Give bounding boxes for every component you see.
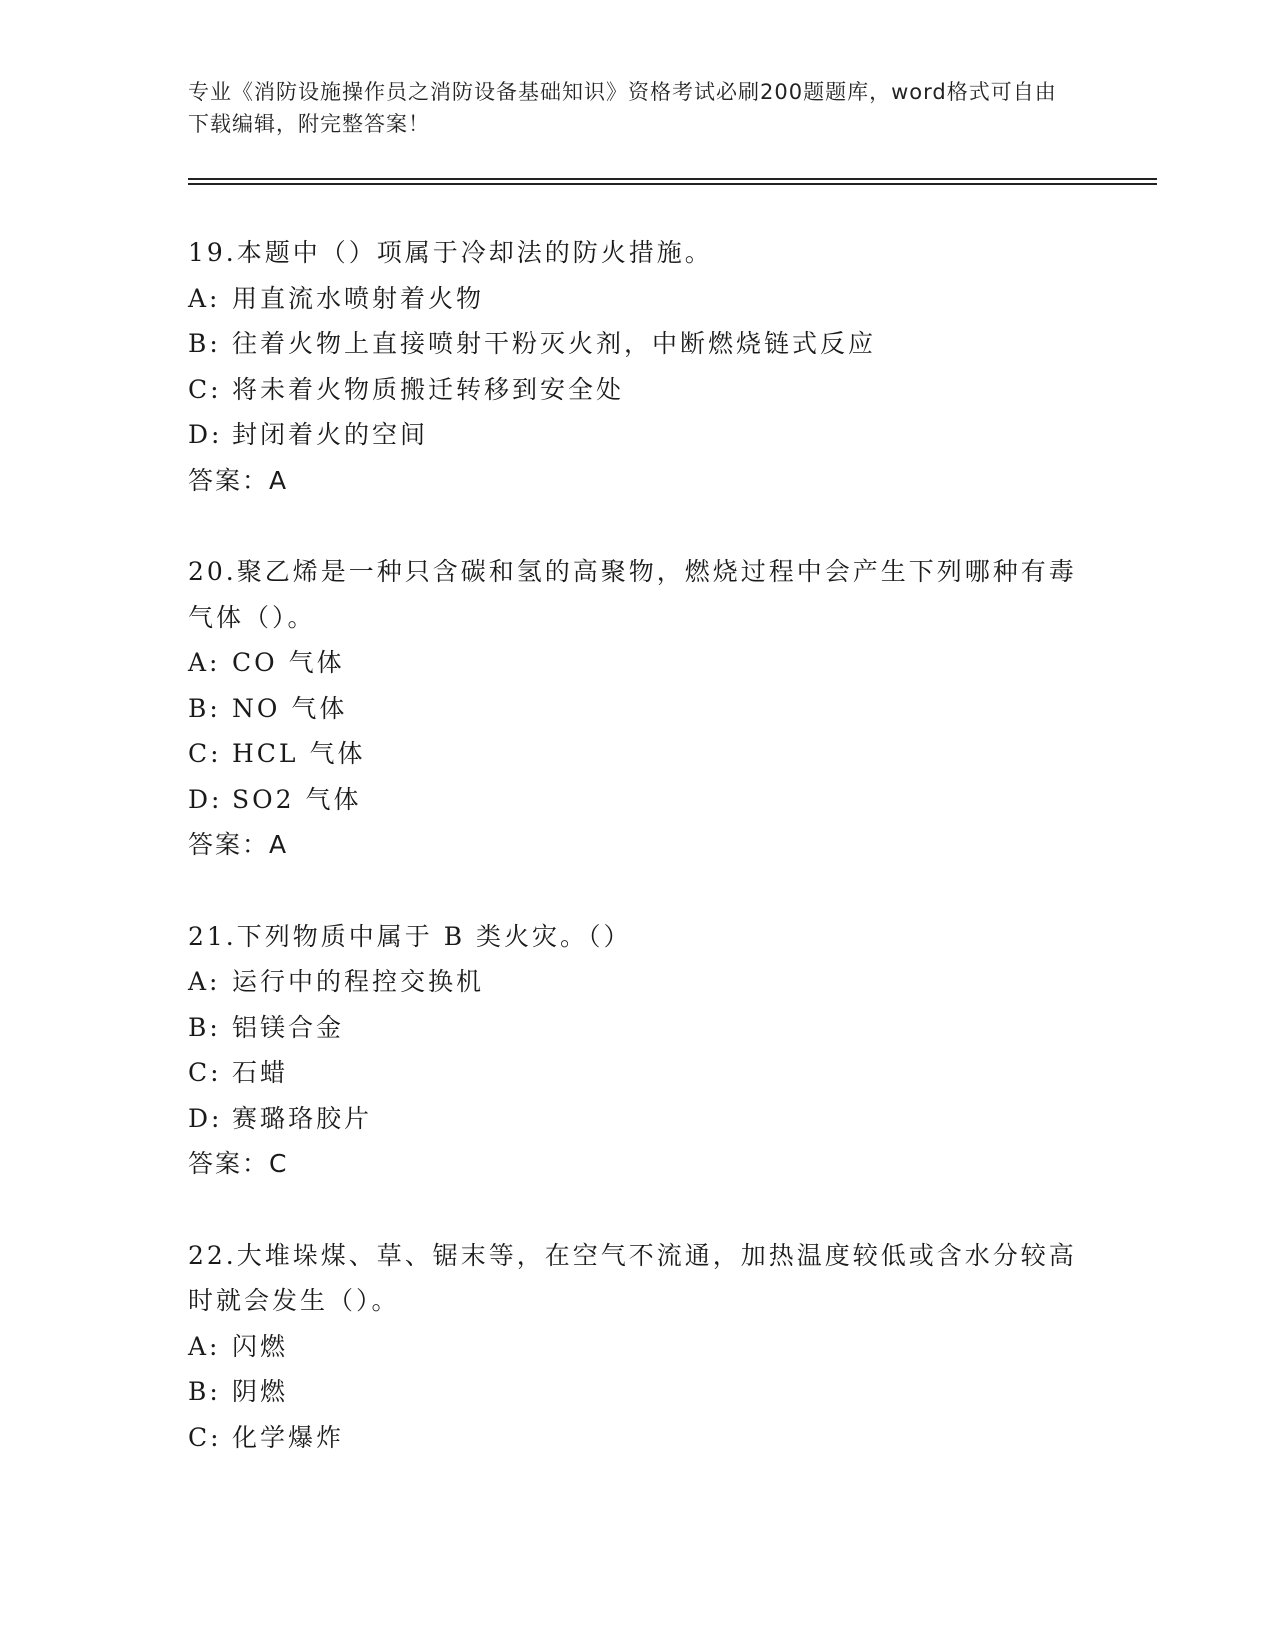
- option-b: [188, 1369, 1088, 1415]
- option-d: [188, 777, 1088, 823]
- option-b: [188, 321, 1088, 367]
- option-letter: A:: [188, 1331, 221, 1361]
- option-b: [188, 686, 1088, 732]
- option-letter: D:: [188, 784, 223, 814]
- option-c: [188, 1415, 1088, 1461]
- option-text: 封闭着火的空间: [232, 420, 429, 449]
- document-header: 专业《消防设施操作员之消防设备基础知识》资格考试必刷200题题库，word格式可自由下载编辑，附完整答案！: [188, 80, 1057, 136]
- answer-line: 答案：A: [188, 830, 289, 859]
- option-a: [188, 640, 1088, 686]
- option-text: 阴燃: [232, 1377, 289, 1406]
- question-text: 21.下列物质中属于 B 类火灾。（）: [188, 921, 632, 951]
- question-19: [188, 230, 1088, 503]
- option-letter: B:: [188, 329, 221, 358]
- header-divider-top: [188, 178, 1157, 180]
- option-letter: C:: [188, 739, 222, 768]
- option-a: [188, 959, 1088, 1005]
- option-text: 赛璐珞胶片: [232, 1103, 373, 1133]
- option-text: 往着火物上直接喷射干粉灭火剂，中断燃烧链式反应: [232, 329, 877, 358]
- option-b: [188, 1005, 1088, 1051]
- option-d: [188, 412, 1088, 458]
- option-text: 铝镁合金: [232, 1012, 345, 1042]
- option-letter: C:: [188, 1422, 222, 1452]
- question-20: [188, 549, 1088, 868]
- question-22: [188, 1233, 1088, 1461]
- option-text: 将未着火物质搬迁转移到安全处: [232, 374, 625, 404]
- option-text: 运行中的程控交换机: [232, 967, 485, 996]
- option-text: 用直流水喷射着火物: [232, 283, 485, 313]
- option-text: CO 气体: [232, 648, 345, 677]
- option-letter: A:: [188, 967, 221, 996]
- option-text: 石蜡: [232, 1058, 289, 1087]
- option-letter: A:: [188, 648, 221, 677]
- option-letter: B:: [188, 1012, 221, 1042]
- question-text: 22.大堆垛煤、草、锯末等，在空气不流通，加热温度较低或含水分较高时就会发生（）。: [188, 1240, 1077, 1315]
- option-letter: C:: [188, 1058, 222, 1087]
- option-letter: B:: [188, 1377, 221, 1406]
- option-d: [188, 1096, 1088, 1142]
- option-letter: A:: [188, 283, 221, 313]
- option-text: NO 气体: [232, 693, 348, 723]
- option-text: 闪燃: [232, 1331, 289, 1361]
- option-text: HCL 气体: [232, 739, 366, 768]
- answer-line: 答案：A: [188, 465, 289, 495]
- option-letter: C:: [188, 374, 222, 404]
- header-divider-bottom: [188, 183, 1157, 185]
- option-a: [188, 276, 1088, 322]
- option-letter: B:: [188, 693, 221, 723]
- question-text: 20.聚乙烯是一种只含碳和氢的高聚物，燃烧过程中会产生下列哪种有毒气体（）。: [188, 557, 1077, 632]
- option-text: 化学爆炸: [232, 1422, 345, 1452]
- question-list: [188, 230, 1088, 1506]
- option-a: [188, 1324, 1088, 1370]
- question-text: 19.本题中（）项属于冷却法的防火措施。: [188, 238, 713, 267]
- question-21: [188, 914, 1088, 1187]
- option-c: [188, 731, 1088, 777]
- option-c: [188, 1050, 1088, 1096]
- option-c: [188, 367, 1088, 413]
- option-letter: D:: [188, 420, 223, 449]
- option-text: SO2 气体: [232, 784, 362, 814]
- answer-line: 答案：C: [188, 1149, 289, 1178]
- option-letter: D:: [188, 1103, 223, 1133]
